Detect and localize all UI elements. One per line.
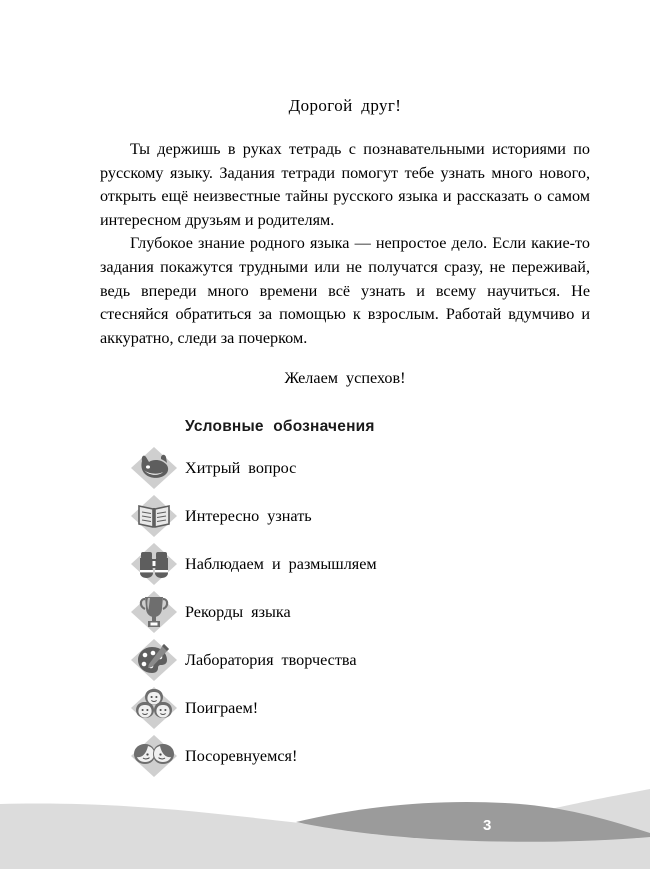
footer-waves (0, 777, 650, 869)
legend-row (128, 492, 598, 540)
binoculars-icon (128, 540, 180, 588)
letter-paragraph-2: Глубокое знание родного языка — непростое дело. Если какие-то задания покажутся трудными или не получатся сразу, не переживай, ведь впереди много времени всё узнать и всему научиться. Не стесняйся обратиться за помощью к взрослым. Работай вдумчиво и аккуратно, следи за почерком. (100, 234, 590, 347)
legend-item-label: Лаборатория творчества (185, 650, 357, 669)
legend-item-label: Поиграем! (185, 698, 259, 717)
legend-item-label: Посоревнуемся! (185, 746, 298, 765)
palette-icon (128, 636, 180, 684)
footer-decoration (0, 777, 650, 869)
legend-row (128, 444, 598, 492)
legend-row (128, 636, 598, 684)
legend-row (128, 732, 598, 780)
legend-row (128, 588, 598, 636)
two-children-icon (128, 732, 180, 780)
page-number: 3 (483, 817, 492, 834)
fox-icon (128, 444, 180, 492)
letter-title: Дорогой друг! (288, 96, 402, 115)
legend-row (128, 540, 598, 588)
three-children-icon (128, 684, 180, 732)
legend-heading: Условные обозначения (185, 418, 375, 435)
legend-item-label: Рекорды языка (185, 602, 291, 621)
letter-closing: Желаем успехов! (284, 369, 406, 388)
letter-paragraph-1: Ты держишь в руках тетрадь с познавательными историями по русскому языку. Задания тетради помогут тебе узнать много нового, открыть ещё неизвестные тайны русского языка и рассказать о самом интересном друзьям и родителям. (100, 140, 590, 229)
legend-item-label: Интересно узнать (185, 506, 312, 525)
legend-row (128, 684, 598, 732)
legend-item-label: Наблюдаем и размышляем (185, 554, 377, 573)
open-book-icon (128, 492, 180, 540)
trophy-icon (128, 588, 180, 636)
legend-block (128, 418, 598, 780)
legend-item-label: Хитрый вопрос (185, 458, 297, 477)
letter-block (100, 96, 590, 388)
